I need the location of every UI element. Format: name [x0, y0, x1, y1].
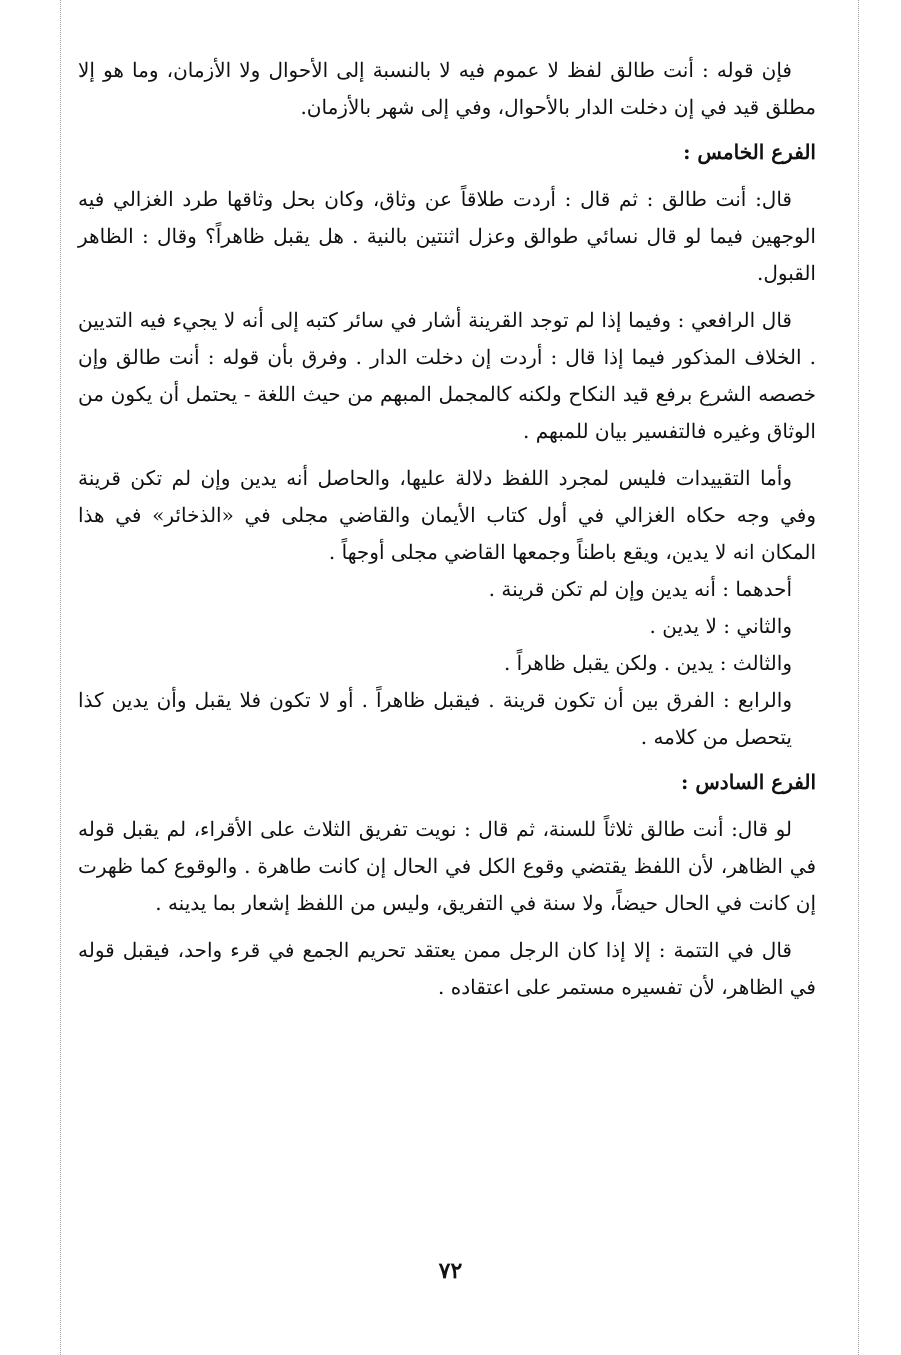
- paragraph-2: قال: أنت طالق : ثم قال : أردت طلاقاً عن وثاق، وكان بحل وثاقها طرد الغزالي فيه الوجهين فيما لو قال نسائي طوالق وعزل اثنتين بالنية . هل يقبل ظاهراً؟ وقال : الظاهر القبول.: [78, 187, 816, 285]
- page-body: [78, 52, 816, 1006]
- list-item-first: أحدهما : أنه يدين وإن لم تكن قرينة .: [488, 577, 792, 601]
- page-number: ٧٢: [438, 1258, 463, 1284]
- list-item-fourth: والرابع : الفرق بين أن تكون قرينة . فيقبل ظاهراً . أو لا تكون فلا يقبل وأن يدين كذا يتحصل من كلامه .: [78, 688, 792, 749]
- list-item-third: والثالث : يدين . ولكن يقبل ظاهراً .: [503, 651, 792, 675]
- page-left-edge-line: [60, 0, 61, 1355]
- section-heading-sixth-branch: الفرع السادس :: [681, 770, 816, 794]
- paragraph-3: قال الرافعي : وفيما إذا لم توجد القرينة أشار في سائر كتبه إلى أنه لا يجيء فيه التديين . الخلاف المذكور فيما إذا قال : أردت إن دخلت الدار . وفرق بأن قوله : أنت طالق وإن خصصه الشرع برفع قيد النكاح ولكنه كالمجمل المبهم من حيث اللغة - يحتمل أن يكون من الوثاق وغيره فالتفسير بيان للمبهم .: [78, 308, 816, 443]
- paragraph-6: قال في التتمة : إلا إذا كان الرجل ممن يعتقد تحريم الجمع في قرء واحد، فيقبل قوله في الظاهر، لأن تفسيره مستمر على اعتقاده .: [78, 938, 816, 999]
- paragraph-4: وأما التقييدات فليس لمجرد اللفظ دلالة عليها، والحاصل أنه يدين وإن لم تكن قرينة وفي وجه حكاه الغزالي في أول كتاب الأيمان والقاضي مجلى في «الذخائر» في هذا المكان انه لا يدين، ويقع باطناً وجمعها القاضي مجلى أوجهاً .: [78, 466, 816, 564]
- section-heading-fifth-branch: الفرع الخامس :: [683, 140, 816, 164]
- paragraph-1: فإن قوله : أنت طالق لفظ لا عموم فيه لا بالنسبة إلى الأحوال ولا الأزمان، وما هو إلا مطلق قيد في إن دخلت الدار بالأحوال، وفي إلى شهر بالأزمان.: [78, 58, 816, 119]
- list-item-second: والثاني : لا يدين .: [649, 614, 792, 638]
- paragraph-5: لو قال: أنت طالق ثلاثاً للسنة، ثم قال : نويت تفريق الثلاث على الأقراء، لم يقبل قوله في الظاهر، لأن اللفظ يقتضي وقوع الكل في الحال إن كانت طاهرة . والوقوع كما ظهرت إن كانت في الحال حيضاً، ولا سنة في التفريق، وليس من اللفظ إشعار بما يدينه .: [78, 817, 816, 915]
- page-right-edge-line: [858, 0, 859, 1355]
